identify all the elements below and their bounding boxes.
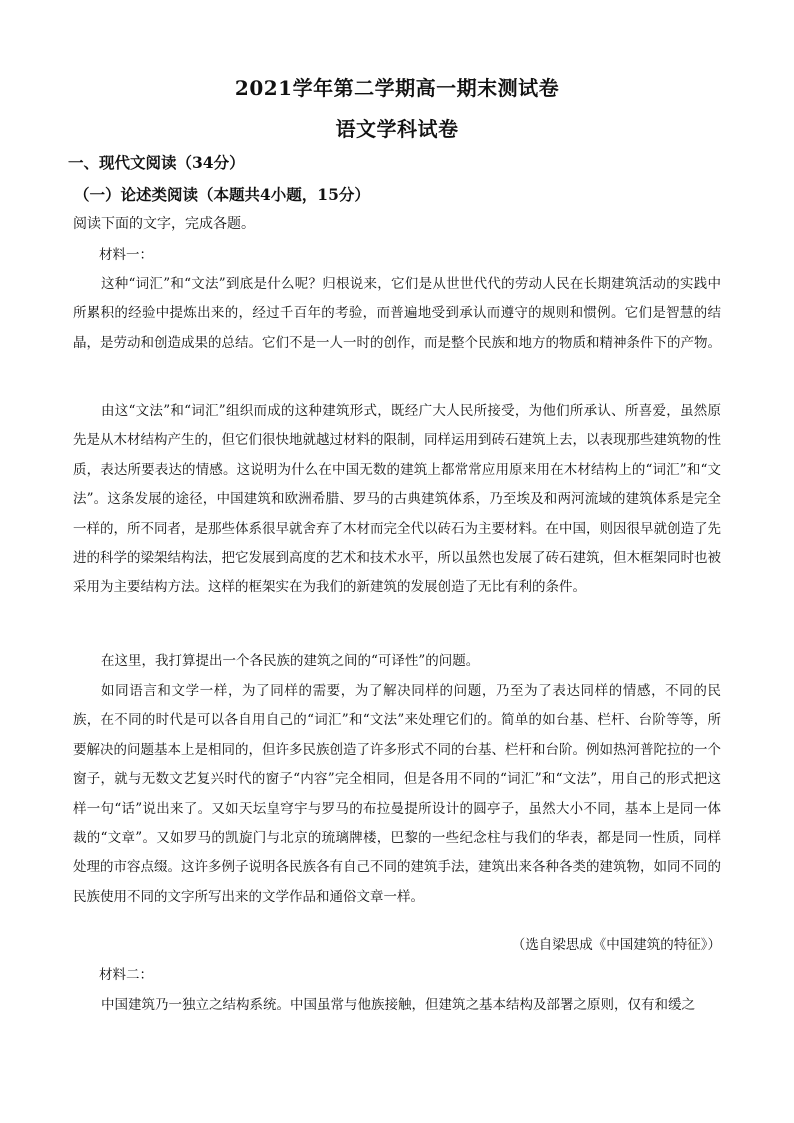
material-one-source: （选自梁思成《中国建筑的特征》） <box>511 937 721 953</box>
exam-title: 2021学年第二学期高一期末测试卷 <box>234 76 560 100</box>
reading-instruction: 阅读下面的文字，完成各题。 <box>73 216 255 232</box>
material-one-paragraph: 如同语言和文学一样，为了同样的需要，为了解决同样的问题，乃至为了表达同样的情感，不同的民族，在不同的时代是可以各自用自己的“词汇”和“文法”来处理它们的。简单的如台基、栏杆、台阶等等，所要解决的问题基本上是相同的，但许多民族创造了许多形式不同的台基、栏杆和台阶。例如热河普陀拉的一个窗子，就与无数文艺复兴时代的窗子“内容”完全相同，但是各用不同的“词汇”和“文法”，用自己的形式把这样一句“话”说出来了。又如天坛皇穹宇与罗马的布拉曼提所设计的圆亭子，虽然大小不同，基本上是同一体裁的“文章”。又如罗马的凯旋门与北京的琉璃牌楼，巴黎的一些纪念柱与我们的华表，都是同一性质，同样处理的市容点缀。这许多例子说明各民族各有自己不同的建筑手法，建筑出来各种各类的建筑物，如同不同的民族使用不同的文字所写出来的文学作品和通俗文章一样。 <box>73 683 721 905</box>
material-one-paragraph: 由这“文法”和“词汇”组织而成的这种建筑形式，既经广大人民所接受，为他们所承认、所喜爱，虽然原先是从木材结构产生的，但它们很快地就越过材料的限制，同样运用到砖石建筑上去，以表现那些建筑物的性质，表达所要表达的情感。这说明为什么在中国无数的建筑上都常常应用原来用在木材结构上的“词汇”和“文法”。这条发展的途径，中国建筑和欧洲希腊、罗马的古典建筑体系，乃至埃及和两河流域的建筑体系是完全一样的，所不同者，是那些体系很早就舍弃了木材而完全代以砖石为主要材料。在中国，则因很早就创造了先进的科学的梁架结构法，把它发展到高度的艺术和技术水平，所以虽然也发展了砖石建筑，但木框架同时也被采用为主要结构方法。这样的框架实在为我们的新建筑的发展创造了无比有利的条件。 <box>73 403 721 596</box>
material-two-label: 材料二： <box>99 967 153 983</box>
material-one-paragraph: 这种“词汇”和“文法”到底是什么呢？归根说来，它们是从世世代代的劳动人民在长期建筑活动的实践中所累积的经验中提炼出来的，经过千百年的考验，而普遍地受到承认而遵守的规则和惯例。它们是智慧的结晶，是劳动和创造成果的总结。它们不是一人一时的创作，而是整个民族和地方的物质和精神条件下的产物。 <box>73 276 721 351</box>
material-two-paragraph: 中国建筑乃一独立之结构系统。中国虽常与他族接触，但建筑之基本结构及部署之原则，仅有和缓之 <box>101 997 695 1013</box>
section-heading-part1: 一、现代文阅读（34分） <box>68 153 245 172</box>
material-one-paragraph: 在这里，我打算提出一个各民族的建筑之间的“可译性”的问题。 <box>101 653 480 669</box>
section-heading-argumentative-reading: （一）论述类阅读（本题共4小题，15分） <box>74 185 370 204</box>
exam-subtitle: 语文学科试卷 <box>335 117 459 141</box>
material-one-label: 材料一： <box>99 247 153 263</box>
